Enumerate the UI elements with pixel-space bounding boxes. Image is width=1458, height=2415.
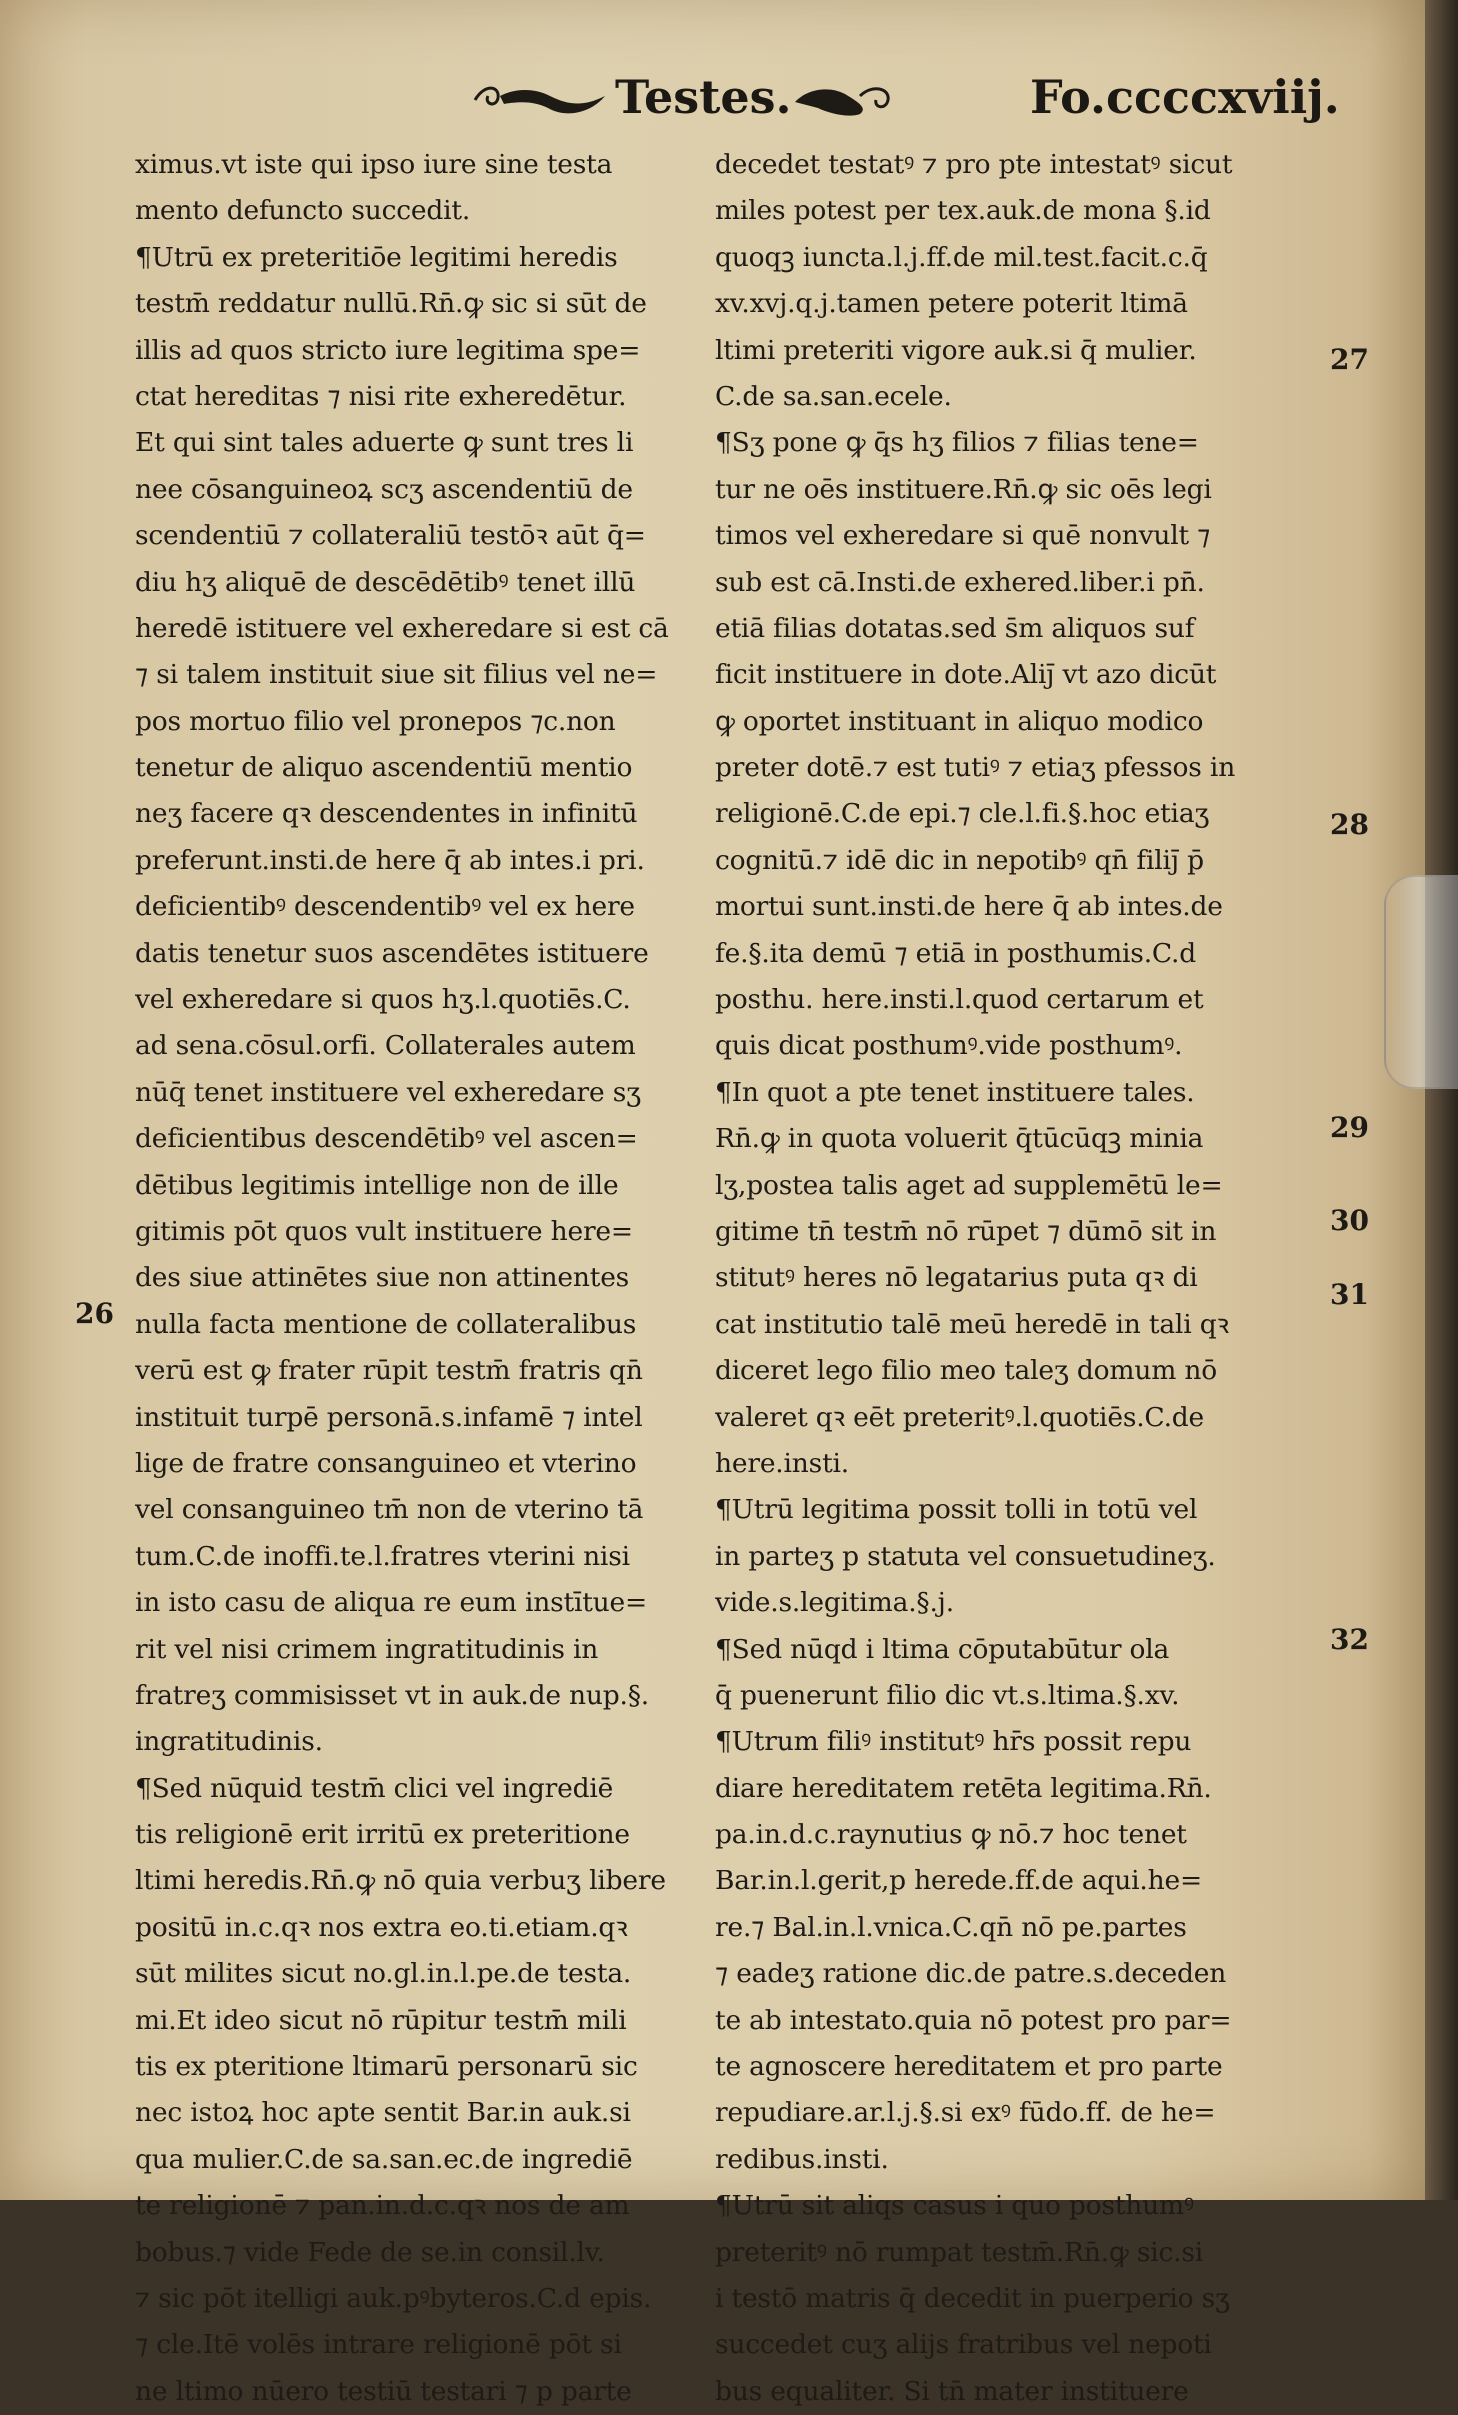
margin-number: 26 (75, 1297, 114, 1330)
running-title: Testes. (615, 70, 792, 124)
text-line: nec istoꝝ hoc apte sentit Bar.in auk.si (135, 2097, 631, 2129)
text-line: deficientibꝰ descendentibꝰ vel ex here (135, 891, 635, 923)
margin-number: 31 (1330, 1278, 1369, 1311)
text-line: vel exheredare si quos hʒ.l.quotiēs.C. (135, 984, 631, 1016)
text-line: te agnoscere hereditatem et pro parte (715, 2051, 1223, 2083)
margin-number: 27 (1330, 343, 1369, 376)
text-line: ⁊ cle.Itē volēs intrare religionē pōt si (135, 2329, 622, 2361)
text-line: tum.C.de inoffi.te.l.fratres vterini nisi (135, 1540, 630, 1572)
text-line: stitutꝰ heres nō legatarius puta qꝛ di (715, 1262, 1198, 1294)
text-line: Et qui sint tales aduerte ꝙ sunt tres li (135, 427, 634, 459)
text-line: Bar.in.l.gerit,p herede.ff.de aqui.he= (715, 1865, 1202, 1897)
text-line: bobus.⁊ vide Fede de se.in consil.lv. (135, 2236, 605, 2268)
text-line: mi.Et ideo sicut nō rūpitur testm̄ mili (135, 2004, 627, 2036)
text-line: ¶Utrū ex preteritiōe legitimi heredis (135, 241, 618, 273)
text-line: pa.in.d.c.raynutius ꝙ nō.⁊ hoc tenet (715, 1819, 1187, 1851)
text-line: vide.s.legitima.§.j. (715, 1587, 954, 1619)
page-edge-shadow (1425, 0, 1458, 2200)
text-line: quis dicat posthumꝰ.vide posthumꝰ. (715, 1030, 1183, 1062)
text-line: i testō matris q̄ decedit in puerperio sʒ (715, 2282, 1230, 2314)
text-line: neʒ facere qꝛ descendentes in infinitū (135, 798, 638, 830)
text-line: mento defuncto succedit. (135, 195, 471, 227)
text-line: ¶Utrū sit aliqs casus i quo posthumꝰ (715, 2190, 1194, 2222)
text-line: fratreʒ commisisset vt in auk.de nup.§. (135, 1679, 650, 1711)
text-line: decedet testatꝰ ⁊ pro pte intestatꝰ sicut (715, 149, 1233, 180)
text-line: xv.xvj.q.j.tamen petere poterit ltimā (715, 288, 1188, 320)
text-line: ⁊ si talem instituit siue sit filius vel ne= (135, 659, 658, 691)
folio-number: Fo.ccccxviij. (1030, 70, 1340, 124)
text-line: ltimi preteriti vigore auk.si q̄ mulier. (715, 334, 1197, 366)
text-line: des siue attinētes siue non attinentes (135, 1262, 630, 1294)
text-line: repudiare.ar.l.j.§.si exꝰ fūdo.ff. de he= (715, 2097, 1216, 2129)
text-line: te ab intestato.quia nō potest pro par= (715, 2004, 1232, 2036)
text-line: tur ne oēs instituere.Rn̄.ꝙ sic oēs legi (715, 473, 1212, 505)
text-line: ⁊ sic pōt itelligi auk.pꝰbyteros.C.d epis. (135, 2282, 652, 2314)
text-line: lʒ,postea talis aget ad supplemētū le= (715, 1169, 1223, 1201)
text-line: instituit turpē personā.s.infamē ⁊ intel (135, 1401, 643, 1433)
text-line: preteritꝰ nō rumpat testm̄.Rn̄.ꝙ sic.si (715, 2236, 1204, 2268)
text-line: ¶Utrū legitima possit tolli in totū vel (715, 1494, 1198, 1526)
text-line: testm̄ reddatur nullū.Rn̄.ꝙ sic si sūt de (135, 288, 647, 320)
text-line: fe.§.ita demū ⁊ etiā in posthumis.C.d (715, 937, 1197, 969)
text-line: ¶In quot a pte tenet instituere tales. (715, 1076, 1195, 1108)
text-line: deficientibus descendētibꝰ vel ascen= (135, 1123, 638, 1155)
right-text-column (715, 142, 1285, 2415)
text-line: mortui sunt.insti.de here q̄ ab intes.de (715, 891, 1223, 923)
text-line: ctat hereditas ⁊ nisi rite exheredētur. (135, 380, 627, 412)
text-line: ¶Sʒ pone ꝙ q̄s hʒ filios ⁊ filias tene= (715, 427, 1199, 459)
text-line: succedet cuʒ alijs fratribus vel nepoti (715, 2329, 1212, 2361)
text-line: re.⁊ Bal.in.l.vnica.C.qn̄ nō pe.partes (715, 1911, 1187, 1943)
text-line: posthu. here.insti.l.quod certarum et (715, 984, 1204, 1016)
margin-number: 29 (1330, 1111, 1369, 1144)
text-line: pos mortuo filio vel pronepos ⁊c.non (135, 705, 616, 737)
margin-number: 30 (1330, 1204, 1369, 1237)
text-line: miles potest per tex.auk.de mona §.id (715, 195, 1211, 227)
text-line: tis ex pteritione ltimarū personarū sic (135, 2051, 638, 2083)
text-line: scendentiū ⁊ collateraliū testōꝛ aūt q̄= (135, 520, 646, 552)
text-line: cat institutio talē meū heredē in tali qꝛ (715, 1308, 1229, 1340)
text-line: ¶Sed nūqd i ltima cōputabūtur ola (715, 1633, 1170, 1665)
text-line: redibus.insti. (715, 2143, 889, 2175)
text-line: diceret lego filio meo taleʒ domum nō (715, 1355, 1217, 1387)
margin-number: 32 (1330, 1623, 1369, 1656)
text-line: ¶Sed nūquid testm̄ clici vel ingrediē (135, 1772, 614, 1804)
glass-clip (1384, 875, 1458, 1089)
text-line: quoqꝫ iuncta.l.j.ff.de mil.test.facit.c.q̄ (715, 241, 1208, 273)
left-ornament-flourish (470, 78, 610, 120)
text-line: cognitū.⁊ idē dic in nepotibꝰ qn̄ filiȷ̄ p̄ (715, 844, 1204, 876)
text-line: timos vel exheredare si quē nonvult ⁊ (715, 520, 1211, 552)
left-text-column (135, 142, 695, 2415)
text-line: religionē.C.de epi.⁊ cle.l.fi.§.hoc etiaʒ (715, 798, 1210, 830)
text-line: sūt milites sicut no.gl.in.l.pe.de testa. (135, 1958, 632, 1990)
text-line: diu hʒ aliquē de descēdētibꝰ tenet illū (135, 566, 636, 598)
text-line: ¶Utrum filiꝰ institutꝰ hr̄s possit repu (715, 1726, 1192, 1758)
text-line: tis religionē erit irritū ex preteritione (135, 1819, 630, 1851)
text-line: qua mulier.C.de sa.san.ec.de ingrediē (135, 2143, 633, 2175)
text-line: ꝙ oportet instituant in aliquo modico (715, 705, 1204, 737)
margin-number: 28 (1330, 808, 1369, 841)
text-line: q̄ puenerunt filio dic vt.s.ltima.§.xv. (715, 1679, 1180, 1711)
text-line: positū in.c.qꝛ nos extra eo.ti.etiam.qꝛ (135, 1911, 628, 1943)
text-line: ltimi heredis.Rn̄.ꝙ nō quia verbuʒ libere (135, 1865, 666, 1897)
text-line: vel consanguineo tm̄ non de vterino tā (135, 1494, 644, 1526)
text-line: etiā filias dotatas.sed s̄m aliquos suf (715, 612, 1195, 644)
text-line: lige de fratre consanguineo et vterino (135, 1447, 637, 1479)
text-line: ⁊ eadeʒ ratione dic.de patre.s.deceden (715, 1958, 1227, 1990)
text-line: ad sena.cōsul.orfi. Collaterales autem (135, 1030, 636, 1062)
text-line: verū est ꝙ frater rūpit testm̄ fratris qn̄ (135, 1355, 643, 1387)
text-line: here.insti. (715, 1447, 850, 1479)
text-line: nūq̄ tenet instituere vel exheredare sʒ (135, 1076, 641, 1108)
text-line: gitime tn̄ testm̄ nō rūpet ⁊ dūmō sit in (715, 1215, 1217, 1247)
text-line: ingratitudinis. (135, 1726, 323, 1758)
text-line: Rn̄.ꝙ in quota voluerit q̄tūcūqꝫ minia (715, 1123, 1204, 1155)
text-line: dētibus legitimis intellige non de ille (135, 1169, 619, 1201)
text-line: preter dotē.⁊ est tutiꝰ ⁊ etiaʒ pfessos in (715, 752, 1236, 784)
text-line: ficit instituere in dote.Aliȷ̄ vt azo dicūt (715, 659, 1217, 691)
text-line: in isto casu de aliqua re eum instītue= (135, 1587, 648, 1619)
text-line: valeret qꝛ eēt preteritꝰ.l.quotiēs.C.de (715, 1401, 1205, 1433)
text-line: C.de sa.san.ecele. (715, 380, 952, 412)
text-line: ximus.vt iste qui ipso iure sine testa (135, 149, 613, 180)
text-line: nee cōsanguineoꝝ scʒ ascendentiū de (135, 473, 633, 505)
text-line: nulla facta mentione de collateralibus (135, 1308, 637, 1340)
text-line: bus equaliter. Si tn̄ mater instituere (715, 2375, 1189, 2407)
right-ornament-flourish (790, 78, 900, 120)
text-line: diare hereditatem retēta legitima.Rn̄. (715, 1772, 1212, 1804)
text-line: gitimis pōt quos vult instituere here= (135, 1215, 633, 1247)
text-line: ne ltimo nūero testiū testari ⁊ p parte (135, 2375, 632, 2407)
text-line: tenetur de aliquo ascendentiū mentio (135, 752, 633, 784)
text-line: illis ad quos stricto iure legitima spe= (135, 334, 641, 366)
text-line: in parteʒ p statuta vel consuetudineʒ. (715, 1540, 1216, 1572)
text-line: datis tenetur suos ascendētes istituere (135, 937, 649, 969)
text-line: heredē istituere vel exheredare si est cā (135, 612, 669, 644)
text-line: preferunt.insti.de here q̄ ab intes.i pri. (135, 844, 645, 876)
text-line: rit vel nisi crimem ingratitudinis in (135, 1633, 599, 1665)
text-line: te religionē ⁊ pan.in.d.c.qꝛ nos de am (135, 2190, 630, 2222)
text-line: sub est cā.Insti.de exhered.liber.i pn̄. (715, 566, 1205, 598)
